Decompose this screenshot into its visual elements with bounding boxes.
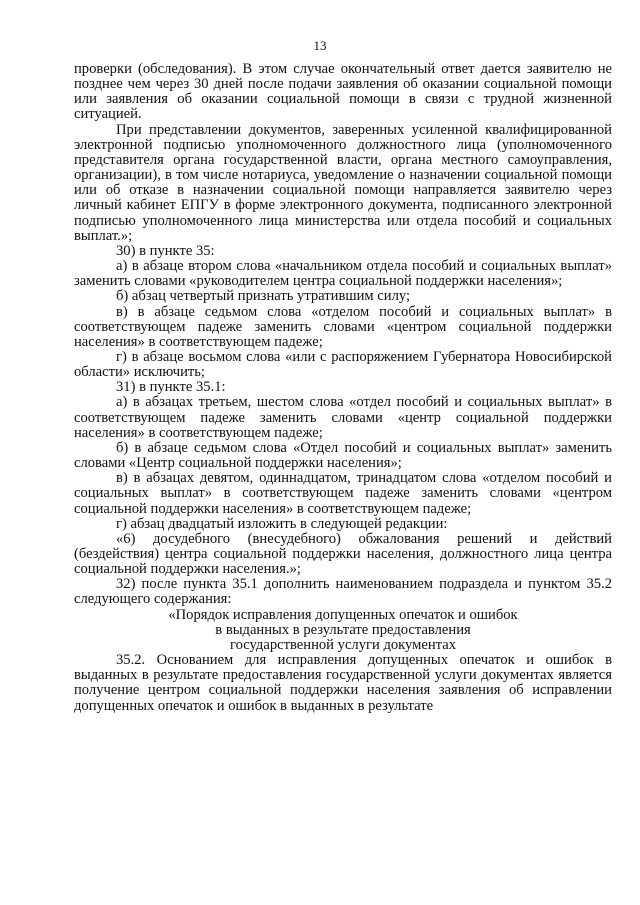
page-number: 13 [313,38,327,53]
paragraph: б) в абзаце седьмом слова «Отдел пособий и социальных выплат» заменить словами «Центр социальной поддержки населения»; [74,439,612,472]
paragraph: б) абзац четвертый признать утратившим силу; [116,288,411,305]
paragraph: в) в абзацах девятом, одиннадцатом, тринадцатом слова «отделом пособий и социальных выплат» в соответствующем падеже заменить словами «центром социальной поддержки населения» в соответствующем падеже; [74,470,612,517]
paragraph: а) в абзацах третьем, шестом слова «отдел пособий и социальных выплат» в соответствующем падеже заменить словами «центр социальной поддержки населения» в соответствующем падеже; [74,394,612,441]
paragraph: 32) после пункта 35.1 дополнить наименованием подраздела и пунктом 35.2 следующего содержания: [74,576,612,608]
paragraph: г) в абзаце восьмом слова «или с распоряжением Губернатора Новосибирской области» исключить; [74,348,612,381]
paragraph: а) в абзаце втором слова «начальником отдела пособий и социальных выплат» заменить словами «руководителем центра социальной поддержки населения»; [74,258,612,290]
subsection-heading-line: «Порядок исправления допущенных опечаток и ошибок [168,606,518,623]
document-body [74,62,612,714]
paragraph: «6) досудебного (внесудебного) обжалования решений и действий (бездействия) центра социальной поддержки населения, должностного лица центра социальной поддержки населения.»; [74,530,612,578]
paragraph: При представлении документов, заверенных усиленной квалифицированной электронной подписью уполномоченного должностного лица (уполномоченного представителя органа государственной власти, органа местного самоуправления, организации), в том числе нотариуса, уведомление о назначении социальной помощи или об отказе в назначении социальной помощи направляется заявителю через личный кабинет ЕПГУ в форме электронного документа, подписанного электронной подписью уполномоченного лица министерства или отдела пособий и социальных выплат.»; [74,121,612,244]
paragraph: проверки (обследования). В этом случае окончательный ответ дается заявителю не позднее чем через 30 дней после подачи заявления об оказании социальной помощи или заявления об оказании социальной помощи в связи с трудной жизненной ситуацией. [74,61,612,123]
subsection-heading-line: государственной услуги документах [229,636,457,653]
subsection-heading-line: в выданных в результате предоставления [215,621,471,638]
paragraph: г) абзац двадцатый изложить в следующей редакции: [116,515,448,532]
paragraph: 30) в пункте 35: [116,242,215,259]
paragraph: 31) в пункте 35.1: [116,379,226,396]
paragraph: в) в абзаце седьмом слова «отделом пособий и социальных выплат» в соответствующем падеже заменить словами «центром социальной поддержки населения» в соответствующем падеже; [74,303,612,350]
paragraph: 35.2. Основанием для исправления допущенных опечаток и ошибок в выданных в результате предоставления государственной услуги документах является получение центром социальной поддержки населения заявления об исправлении допущенных опечаток и ошибок в выданных в результате [74,652,612,714]
